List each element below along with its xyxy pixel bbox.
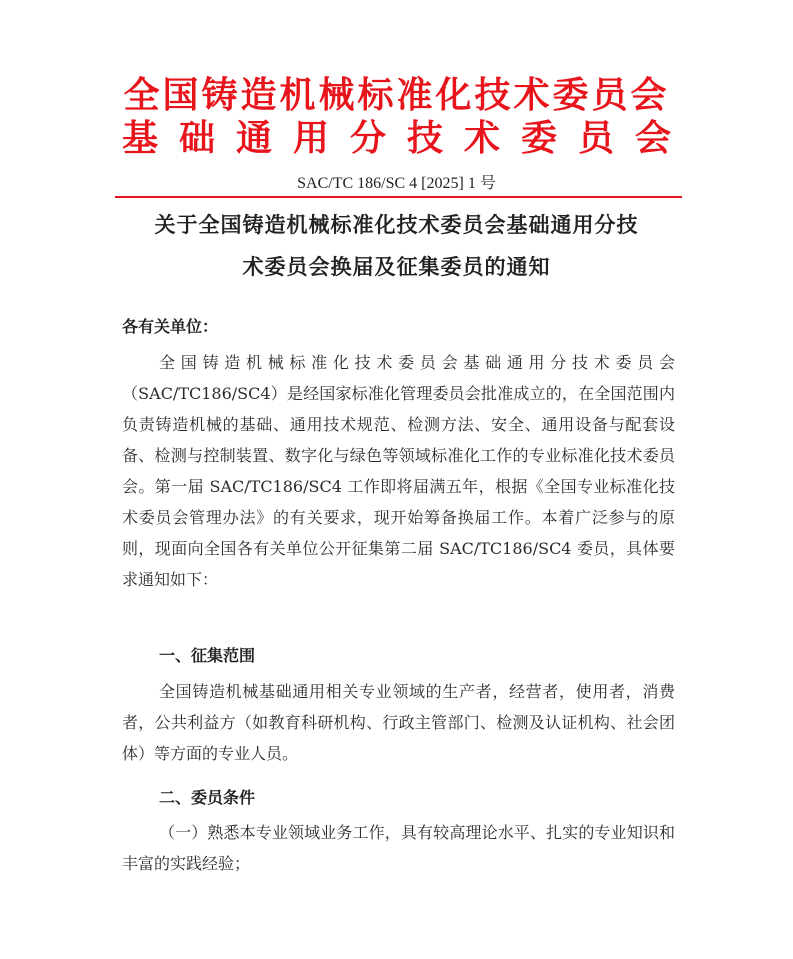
notice-title-line1: 关于全国铸造机械标准化技术委员会基础通用分技	[154, 212, 639, 237]
section2-heading: 二、委员条件	[159, 788, 256, 807]
issuing-organization-line2: 基础通用分技术委员会	[121, 117, 692, 159]
issuing-organization-line1: 全国铸造机械标准化技术委员会	[123, 74, 670, 116]
section2-item1: （一）熟悉本专业领域业务工作，具有较高理论水平、扎实的专业知识和丰富的实践经验；	[122, 823, 675, 873]
notice-title-line2: 术委员会换届及征集委员的通知	[242, 254, 551, 279]
section1-heading: 一、征集范围	[159, 646, 256, 665]
document-number: SAC/TC 186/SC 4 [2025] 1 号	[297, 175, 496, 192]
intro-paragraph: 全国铸造机械标准化技术委员会基础通用分技术委员会（SAC/TC186/SC4）是经国家标准化管理委员会批准成立的，在全国范围内负责铸造机械的基础、通用技术规范、检测方法、安全、通用设备与配套设备、检测与控制装置、数字化与绿色等领域标准化工作的专业标准化技术委员会。第一届 SAC/TC186/SC4 工作即将届满五年，根据《全国专业标准化技术委员会管理办法》的有关要求，现开始筹备换届工作。本着广泛参与的原则，现面向全国各有关单位公开征集第二届 SAC/TC186/SC4 委员，具体要求通知如下：	[122, 353, 675, 589]
section1-paragraph: 全国铸造机械基础通用相关专业领域的生产者，经营者，使用者，消费者，公共利益方（如教育科研机构、行政主管部门、检测及认证机构、社会团体）等方面的专业人员。	[122, 682, 675, 763]
salutation: 各有关单位：	[122, 317, 219, 336]
header-divider	[115, 196, 682, 198]
